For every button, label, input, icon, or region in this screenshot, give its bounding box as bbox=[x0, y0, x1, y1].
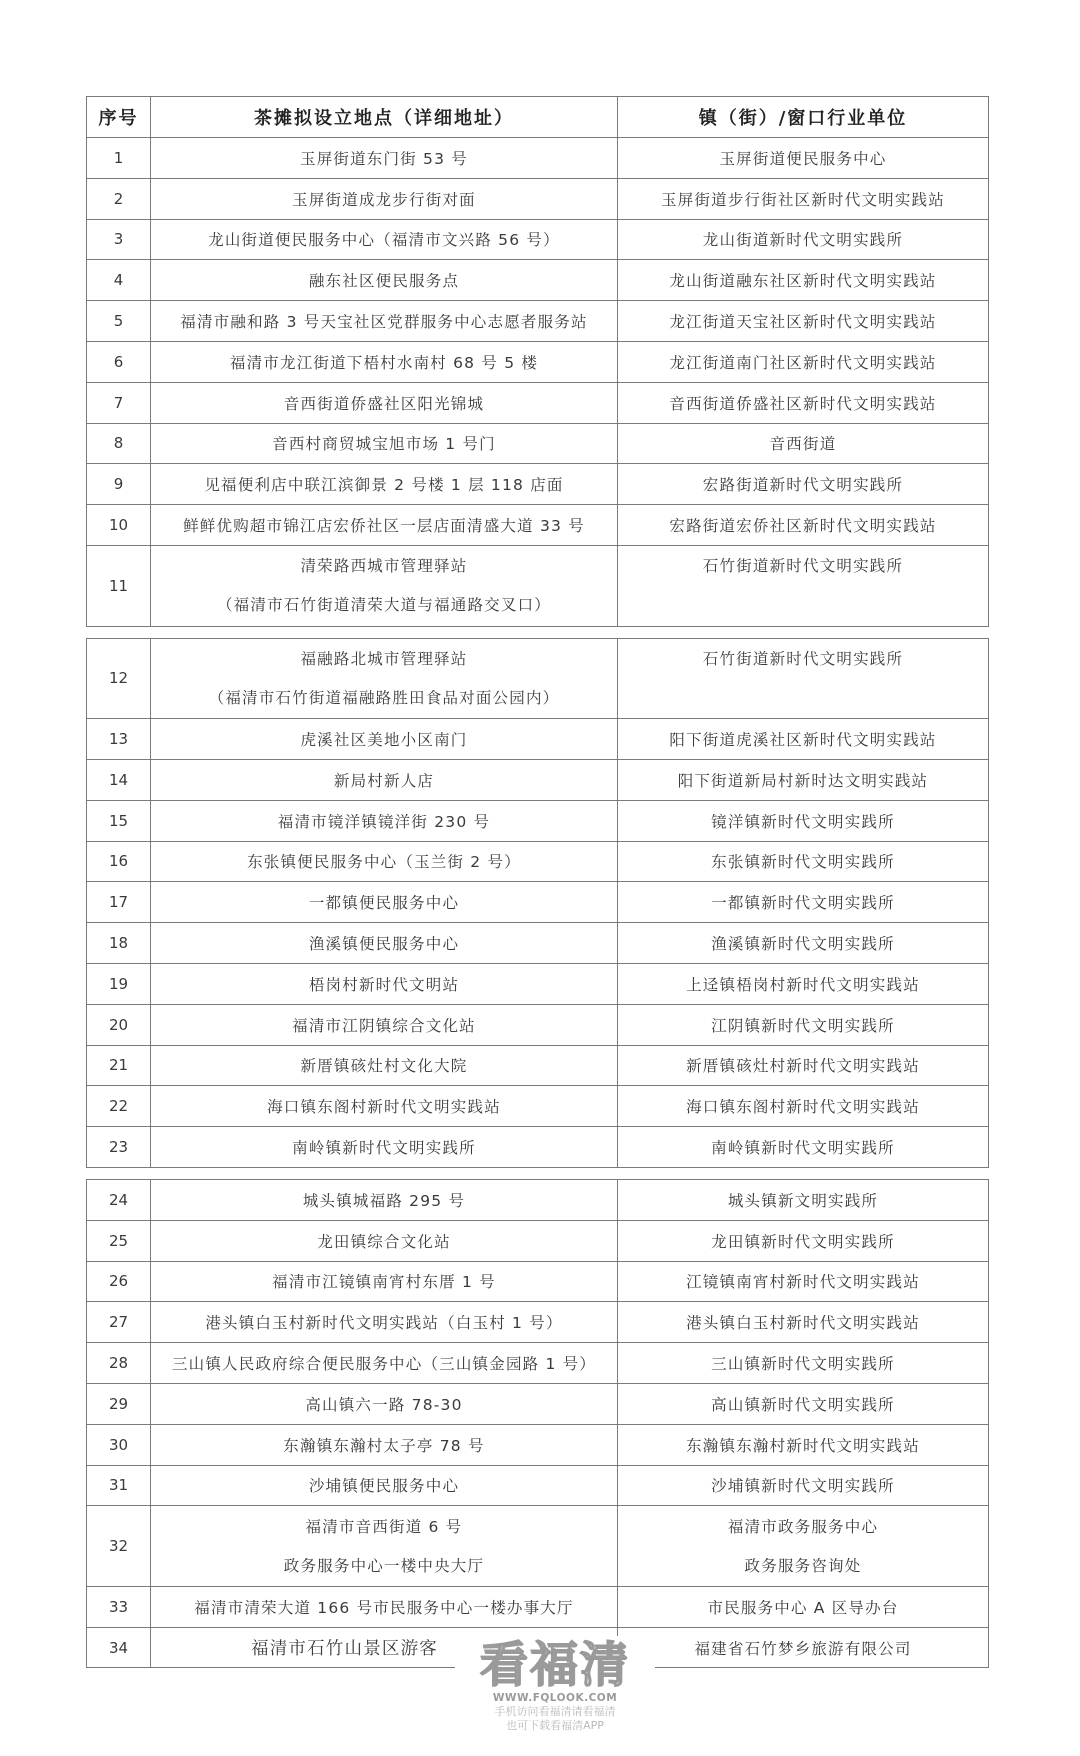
row-num: 5 bbox=[87, 301, 151, 342]
row-unit: 阳下街道虎溪社区新时代文明实践站 bbox=[618, 719, 989, 760]
table-row bbox=[87, 464, 989, 505]
row-unit: 江阴镇新时代文明实践所 bbox=[618, 1004, 989, 1045]
row-num: 4 bbox=[87, 260, 151, 301]
row-unit-line1: 福清市政务服务中心 bbox=[727, 1517, 879, 1536]
row-location: 音西街道侨盛社区阳光锦城 bbox=[151, 382, 618, 423]
row-unit: 东张镇新时代文明实践所 bbox=[618, 841, 989, 882]
row-location: 福清市江阴镇综合文化站 bbox=[151, 1004, 618, 1045]
row-unit: 龙山街道融东社区新时代文明实践站 bbox=[618, 260, 989, 301]
row-num: 21 bbox=[87, 1045, 151, 1086]
row-location: 东瀚镇东瀚村太子亭 78 号 bbox=[151, 1424, 618, 1465]
row-unit: 东瀚镇东瀚村新时代文明实践站 bbox=[618, 1424, 989, 1465]
row-unit: 南岭镇新时代文明实践所 bbox=[618, 1127, 989, 1168]
table-row bbox=[87, 219, 989, 260]
table-row bbox=[87, 1586, 989, 1627]
row-location: 海口镇东阁村新时代文明实践站 bbox=[151, 1086, 618, 1127]
row-location: 鲜鲜优购超市锦江店宏侨社区一层店面清盛大道 33 号 bbox=[151, 505, 618, 546]
row-unit-line2: 政务服务咨询处 bbox=[744, 1556, 862, 1575]
row-location: 龙田镇综合文化站 bbox=[151, 1220, 618, 1261]
row-num: 29 bbox=[87, 1383, 151, 1424]
table-block-2 bbox=[86, 638, 989, 1168]
row-location: 港头镇白玉村新时代文明实践站（白玉村 1 号） bbox=[151, 1302, 618, 1343]
row-location: 福清市龙江街道下梧村水南村 68 号 5 楼 bbox=[151, 341, 618, 382]
row-location-line2: （福清市石竹街道福融路胜田食品对面公园内） bbox=[208, 688, 560, 707]
row-location-line2: （福清市石竹街道清荣大道与福通路交叉口） bbox=[216, 596, 551, 615]
watermark bbox=[455, 1636, 655, 1754]
row-num: 7 bbox=[87, 382, 151, 423]
row-location: 虎溪社区美地小区南门 bbox=[151, 719, 618, 760]
row-location-line1: 福清市音西街道 6 号 bbox=[305, 1517, 463, 1536]
row-unit: 镜洋镇新时代文明实践所 bbox=[618, 800, 989, 841]
table-row bbox=[87, 260, 989, 301]
row-num: 31 bbox=[87, 1465, 151, 1506]
row-num: 14 bbox=[87, 759, 151, 800]
row-location: 福清市融和路 3 号天宝社区党群服务中心志愿者服务站 bbox=[151, 301, 618, 342]
table-block-1 bbox=[86, 96, 989, 627]
row-unit: 上迳镇梧岗村新时代文明实践站 bbox=[618, 963, 989, 1004]
row-num: 23 bbox=[87, 1127, 151, 1168]
row-location-line1: 清荣路西城市管理驿站 bbox=[300, 557, 468, 576]
table-row bbox=[87, 505, 989, 546]
row-num: 2 bbox=[87, 178, 151, 219]
table-row bbox=[87, 1506, 989, 1587]
row-unit: 龙田镇新时代文明实践所 bbox=[618, 1220, 989, 1261]
row-location bbox=[151, 545, 618, 626]
row-unit: 高山镇新时代文明实践所 bbox=[618, 1383, 989, 1424]
row-location: 音西村商贸城宝旭市场 1 号门 bbox=[151, 423, 618, 464]
table-row bbox=[87, 1261, 989, 1302]
row-num: 18 bbox=[87, 923, 151, 964]
header-unit: 镇（街）/窗口行业单位 bbox=[618, 97, 989, 138]
row-num: 10 bbox=[87, 505, 151, 546]
row-unit: 阳下街道新局村新时达文明实践站 bbox=[618, 759, 989, 800]
table-row bbox=[87, 1302, 989, 1343]
row-num: 25 bbox=[87, 1220, 151, 1261]
row-num: 15 bbox=[87, 800, 151, 841]
row-location bbox=[151, 1506, 618, 1587]
row-num: 27 bbox=[87, 1302, 151, 1343]
row-location: 龙山街道便民服务中心（福清市文兴路 56 号） bbox=[151, 219, 618, 260]
table-header-row bbox=[87, 97, 989, 138]
table-row bbox=[87, 301, 989, 342]
table-row bbox=[87, 923, 989, 964]
row-num: 1 bbox=[87, 138, 151, 179]
row-num: 12 bbox=[87, 638, 151, 719]
row-num: 26 bbox=[87, 1261, 151, 1302]
row-location: 三山镇人民政府综合便民服务中心（三山镇金园路 1 号） bbox=[151, 1343, 618, 1384]
row-unit: 三山镇新时代文明实践所 bbox=[618, 1343, 989, 1384]
row-unit: 玉屏街道便民服务中心 bbox=[618, 138, 989, 179]
row-unit: 福建省石竹梦乡旅游有限公司 bbox=[618, 1627, 989, 1668]
row-num: 3 bbox=[87, 219, 151, 260]
row-num: 33 bbox=[87, 1586, 151, 1627]
row-unit bbox=[618, 545, 989, 626]
table-row bbox=[87, 1383, 989, 1424]
row-location: 玉屏街道东门街 53 号 bbox=[151, 138, 618, 179]
table-row bbox=[87, 545, 989, 626]
row-location-line1: 福融路北城市管理驿站 bbox=[300, 649, 468, 668]
row-unit-line1: 石竹街道新时代文明实践所 bbox=[702, 556, 904, 575]
table-row bbox=[87, 138, 989, 179]
table-block-3 bbox=[86, 1179, 989, 1669]
row-unit: 城头镇新文明实践所 bbox=[618, 1179, 989, 1220]
row-location: 见福便利店中联江滨御景 2 号楼 1 层 118 店面 bbox=[151, 464, 618, 505]
row-unit: 沙埔镇新时代文明实践所 bbox=[618, 1465, 989, 1506]
table-row bbox=[87, 341, 989, 382]
row-location: 南岭镇新时代文明实践所 bbox=[151, 1127, 618, 1168]
table-row bbox=[87, 719, 989, 760]
table-row bbox=[87, 423, 989, 464]
row-num: 20 bbox=[87, 1004, 151, 1045]
row-num: 28 bbox=[87, 1343, 151, 1384]
row-num: 17 bbox=[87, 882, 151, 923]
table-row bbox=[87, 178, 989, 219]
table-row bbox=[87, 759, 989, 800]
row-location: 福清市镜洋镇镜洋街 230 号 bbox=[151, 800, 618, 841]
row-unit: 港头镇白玉村新时代文明实践站 bbox=[618, 1302, 989, 1343]
station-table bbox=[86, 96, 988, 1668]
row-num: 32 bbox=[87, 1506, 151, 1587]
row-unit: 海口镇东阁村新时代文明实践站 bbox=[618, 1086, 989, 1127]
row-location: 一都镇便民服务中心 bbox=[151, 882, 618, 923]
row-unit: 音西街道 bbox=[618, 423, 989, 464]
row-num: 22 bbox=[87, 1086, 151, 1127]
row-location: 高山镇六一路 78-30 bbox=[151, 1383, 618, 1424]
row-unit: 宏路街道宏侨社区新时代文明实践站 bbox=[618, 505, 989, 546]
row-unit: 龙江街道南门社区新时代文明实践站 bbox=[618, 341, 989, 382]
watermark-tagline-2: 也可下载看福清APP bbox=[506, 1719, 604, 1732]
row-num: 11 bbox=[87, 545, 151, 626]
row-num: 24 bbox=[87, 1179, 151, 1220]
row-num: 16 bbox=[87, 841, 151, 882]
row-location: 新局村新人店 bbox=[151, 759, 618, 800]
table-row bbox=[87, 1179, 989, 1220]
row-unit: 龙江街道天宝社区新时代文明实践站 bbox=[618, 301, 989, 342]
row-location: 城头镇城福路 295 号 bbox=[151, 1179, 618, 1220]
table-row bbox=[87, 1004, 989, 1045]
table-row bbox=[87, 1424, 989, 1465]
row-location: 融东社区便民服务点 bbox=[151, 260, 618, 301]
row-unit: 音西街道侨盛社区新时代文明实践站 bbox=[618, 382, 989, 423]
row-unit: 一都镇新时代文明实践所 bbox=[618, 882, 989, 923]
row-unit: 市民服务中心 A 区导办台 bbox=[618, 1586, 989, 1627]
row-unit: 玉屏街道步行街社区新时代文明实践站 bbox=[618, 178, 989, 219]
table-row bbox=[87, 1343, 989, 1384]
row-num: 6 bbox=[87, 341, 151, 382]
table-row bbox=[87, 1220, 989, 1261]
row-num: 34 bbox=[87, 1627, 151, 1668]
row-unit: 龙山街道新时代文明实践所 bbox=[618, 219, 989, 260]
watermark-tagline: 手机访问看福清请看福清 bbox=[494, 1705, 616, 1718]
header-location: 茶摊拟设立地点（详细地址） bbox=[151, 97, 618, 138]
row-unit: 渔溪镇新时代文明实践所 bbox=[618, 923, 989, 964]
row-num: 9 bbox=[87, 464, 151, 505]
row-num: 30 bbox=[87, 1424, 151, 1465]
table-row bbox=[87, 800, 989, 841]
row-unit: 宏路街道新时代文明实践所 bbox=[618, 464, 989, 505]
table-row bbox=[87, 1465, 989, 1506]
table-row bbox=[87, 963, 989, 1004]
table-row bbox=[87, 1086, 989, 1127]
row-location: 梧岗村新时代文明站 bbox=[151, 963, 618, 1004]
table-row bbox=[87, 1127, 989, 1168]
table-row bbox=[87, 1045, 989, 1086]
row-location bbox=[151, 638, 618, 719]
table-row bbox=[87, 382, 989, 423]
row-location: 东张镇便民服务中心（玉兰街 2 号） bbox=[151, 841, 618, 882]
row-unit: 江镜镇南宵村新时代文明实践站 bbox=[618, 1261, 989, 1302]
row-location-line2: 政务服务中心一楼中央大厅 bbox=[283, 1556, 485, 1575]
row-location: 福清市石竹山景区游客 bbox=[151, 1627, 618, 1668]
watermark-logo: 看福清 bbox=[479, 1637, 630, 1693]
row-location: 新厝镇硋灶村文化大院 bbox=[151, 1045, 618, 1086]
row-unit bbox=[618, 1506, 989, 1587]
row-unit: 新厝镇硋灶村新时代文明实践站 bbox=[618, 1045, 989, 1086]
table-row bbox=[87, 841, 989, 882]
row-location: 福清市清荣大道 166 号市民服务中心一楼办事大厅 bbox=[151, 1586, 618, 1627]
row-location: 沙埔镇便民服务中心 bbox=[151, 1465, 618, 1506]
row-num: 8 bbox=[87, 423, 151, 464]
table-row bbox=[87, 882, 989, 923]
row-unit-line1: 石竹街道新时代文明实践所 bbox=[702, 649, 904, 668]
row-num: 13 bbox=[87, 719, 151, 760]
row-location: 福清市江镜镇南宵村东厝 1 号 bbox=[151, 1261, 618, 1302]
watermark-url: WWW.FQLOOK.COM bbox=[492, 1692, 618, 1704]
table-row bbox=[87, 638, 989, 719]
header-num: 序号 bbox=[87, 97, 151, 138]
row-location: 渔溪镇便民服务中心 bbox=[151, 923, 618, 964]
row-location: 玉屏街道成龙步行街对面 bbox=[151, 178, 618, 219]
row-num: 19 bbox=[87, 963, 151, 1004]
row-unit bbox=[618, 638, 989, 719]
